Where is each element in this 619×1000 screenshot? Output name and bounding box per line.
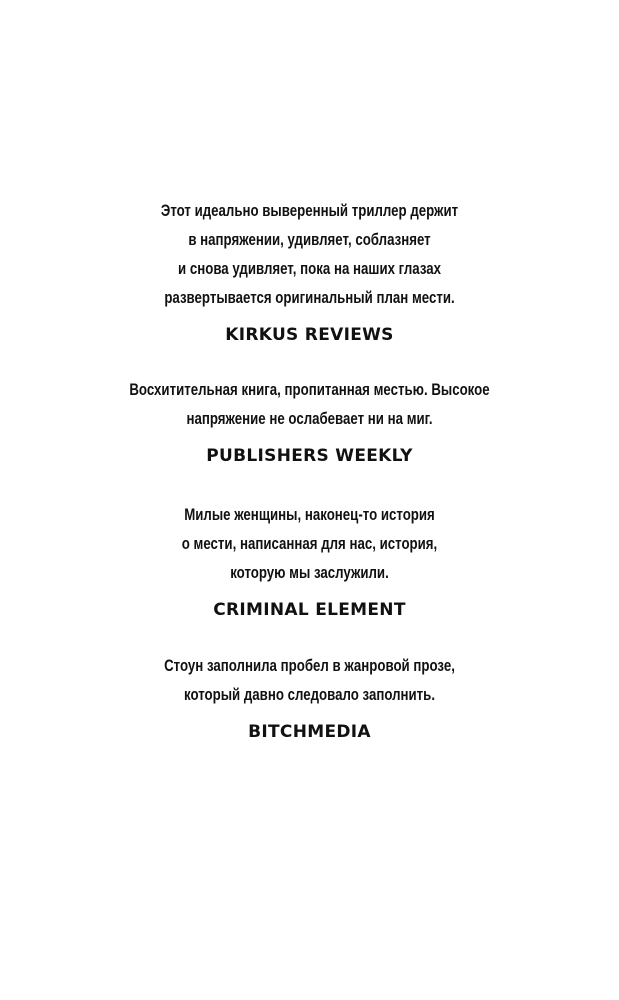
review-blurb-publishers-weekly — [0, 375, 619, 467]
review-blurb-criminal-element — [0, 500, 619, 621]
quote-line: о мести, написанная для нас, история, — [181, 534, 438, 553]
review-blurb-bitchmedia — [0, 651, 619, 743]
review-source: CRIMINAL ELEMENT — [213, 600, 406, 620]
review-source: KIRKUS REVIEWS — [225, 325, 394, 345]
quote-line: Стоун заполнила пробел в жанровой прозе, — [164, 656, 455, 675]
quote-line: Этот идеально выверенный триллер держит — [160, 201, 459, 220]
quote-line: развертывается оригинальный план мести. — [164, 288, 455, 307]
quote-line: который давно следовало заполнить. — [183, 685, 436, 704]
quote-line: и снова удивляет, пока на наших глазах — [177, 259, 442, 278]
quote-line: Милые женщины, наконец-то история — [184, 505, 435, 524]
quote-line: Восхитительная книга, пропитанная местью. Высокое — [129, 380, 490, 399]
review-source: PUBLISHERS WEEKLY — [206, 446, 413, 466]
quote-line: которую мы заслужили. — [230, 563, 389, 582]
review-source: BITCHMEDIA — [248, 722, 371, 742]
quote-line: напряжение не ослабевает ни на миг. — [186, 409, 433, 428]
review-blurb-kirkus — [0, 196, 619, 346]
quote-line: в напряжении, удивляет, соблазняет — [188, 230, 431, 249]
